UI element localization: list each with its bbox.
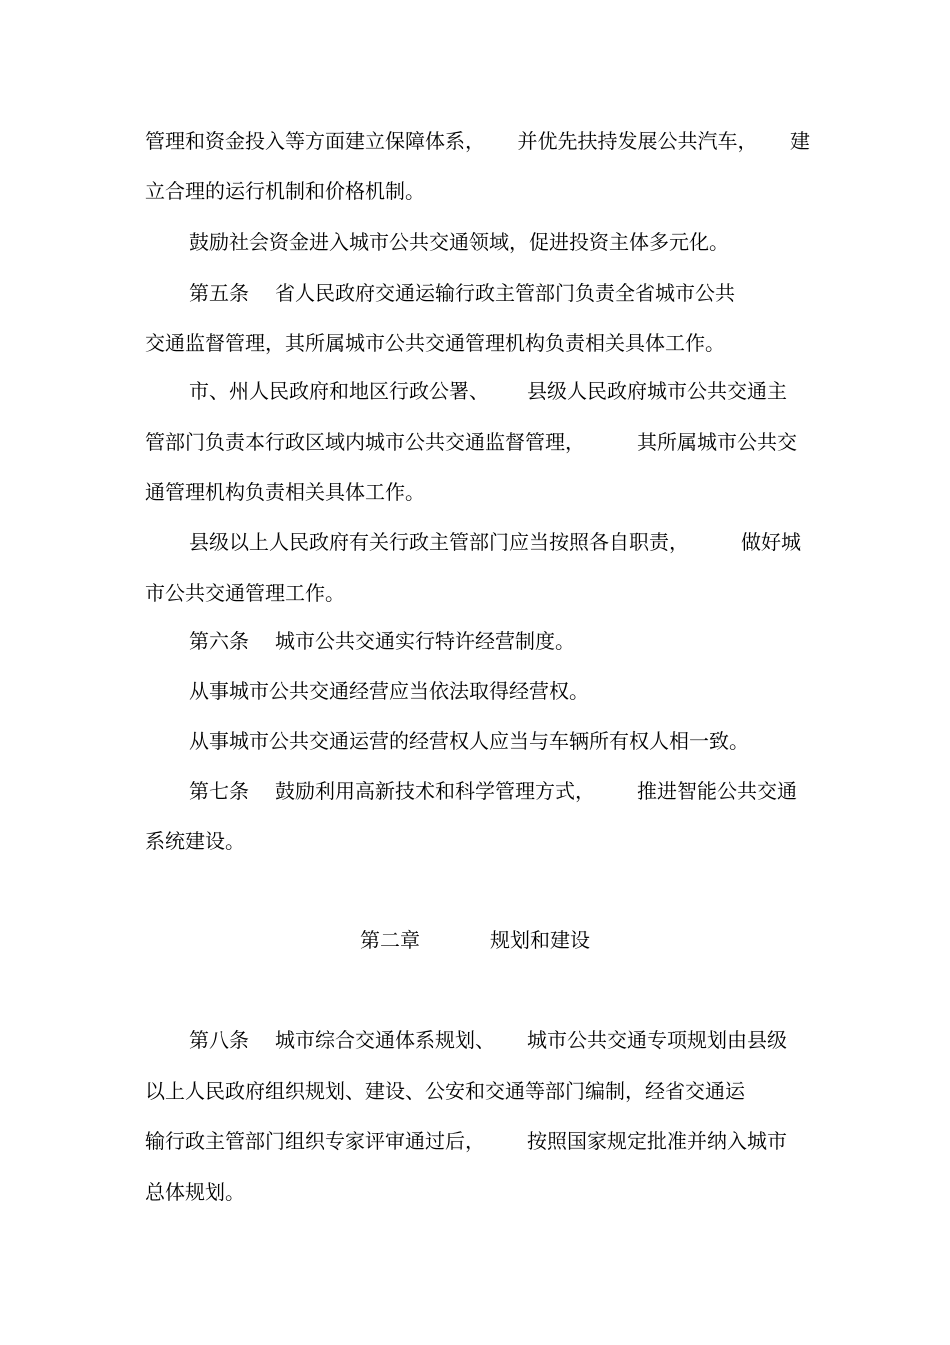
text-segment: 县级人民政府城市公共交通主 bbox=[527, 379, 787, 403]
text-segment bbox=[189, 777, 595, 805]
article-label: 第八条 bbox=[189, 1028, 249, 1052]
text-segment: 并优先扶持发展公共汽车， bbox=[517, 129, 758, 153]
chapter-label: 第二章 bbox=[360, 928, 420, 952]
chapter-heading bbox=[0, 926, 950, 954]
paragraph-line bbox=[145, 1127, 787, 1155]
article-label: 第五条 bbox=[189, 281, 249, 305]
text-segment: 省人民政府交通运输行政主管部门负责全省城市公共 bbox=[275, 281, 735, 305]
text-segment: 其所属城市公共交 bbox=[637, 430, 797, 454]
paragraph-line: 通管理机构负责相关具体工作。 bbox=[145, 480, 425, 504]
article-7-line bbox=[189, 777, 797, 805]
paragraph-line: 交通监督管理，其所属城市公共交通管理机构负责相关具体工作。 bbox=[145, 331, 725, 355]
paragraph-line bbox=[145, 428, 797, 456]
paragraph-line: 总体规划。 bbox=[145, 1180, 245, 1204]
text-segment: 管理和资金投入等方面建立保障体系， bbox=[145, 129, 485, 153]
article-5-line bbox=[189, 279, 810, 307]
paragraph-line bbox=[145, 127, 810, 155]
text-segment: 做好城 bbox=[741, 530, 801, 554]
chapter-title: 规划和建设 bbox=[490, 928, 590, 952]
paragraph-line: 系统建设。 bbox=[145, 829, 245, 853]
text-segment: 城市综合交通体系规划、 bbox=[275, 1028, 495, 1052]
article-8-line bbox=[189, 1026, 787, 1054]
article-label: 第六条 bbox=[189, 629, 249, 653]
text-segment: 输行政主管部门组织专家评审通过后， bbox=[145, 1129, 485, 1153]
paragraph-line: 以上人民政府组织规划、建设、公安和交通等部门编制，经省交通运 bbox=[145, 1079, 745, 1103]
article-6-line bbox=[189, 627, 810, 655]
text-segment: 建 bbox=[790, 129, 810, 153]
text-segment: 按照国家规定批准并纳入城市 bbox=[527, 1129, 787, 1153]
text-segment bbox=[189, 1026, 495, 1054]
article-label: 第七条 bbox=[189, 779, 249, 803]
paragraph-line: 鼓励社会资金进入城市公共交通领域，促进投资主体多元化。 bbox=[189, 230, 729, 254]
text-segment: 推进智能公共交通 bbox=[637, 779, 797, 803]
text-segment: 鼓励利用高新技术和科学管理方式， bbox=[275, 779, 595, 803]
text-segment: 县级以上人民政府有关行政主管部门应当按照各自职责， bbox=[189, 530, 689, 554]
paragraph-line: 立合理的运行机制和价格机制。 bbox=[145, 179, 425, 203]
paragraph-line bbox=[189, 528, 801, 556]
paragraph-line bbox=[189, 377, 787, 405]
text-segment: 市、州人民政府和地区行政公署、 bbox=[189, 379, 489, 403]
paragraph-line: 市公共交通管理工作。 bbox=[145, 581, 345, 605]
paragraph-line: 从事城市公共交通经营应当依法取得经营权。 bbox=[189, 679, 589, 703]
paragraph-line: 从事城市公共交通运营的经营权人应当与车辆所有权人相一致。 bbox=[189, 729, 749, 753]
text-segment: 城市公共交通实行特许经营制度。 bbox=[275, 629, 575, 653]
text-segment: 城市公共交通专项规划由县级 bbox=[527, 1028, 787, 1052]
text-segment: 管部门负责本行政区域内城市公共交通监督管理， bbox=[145, 430, 585, 454]
